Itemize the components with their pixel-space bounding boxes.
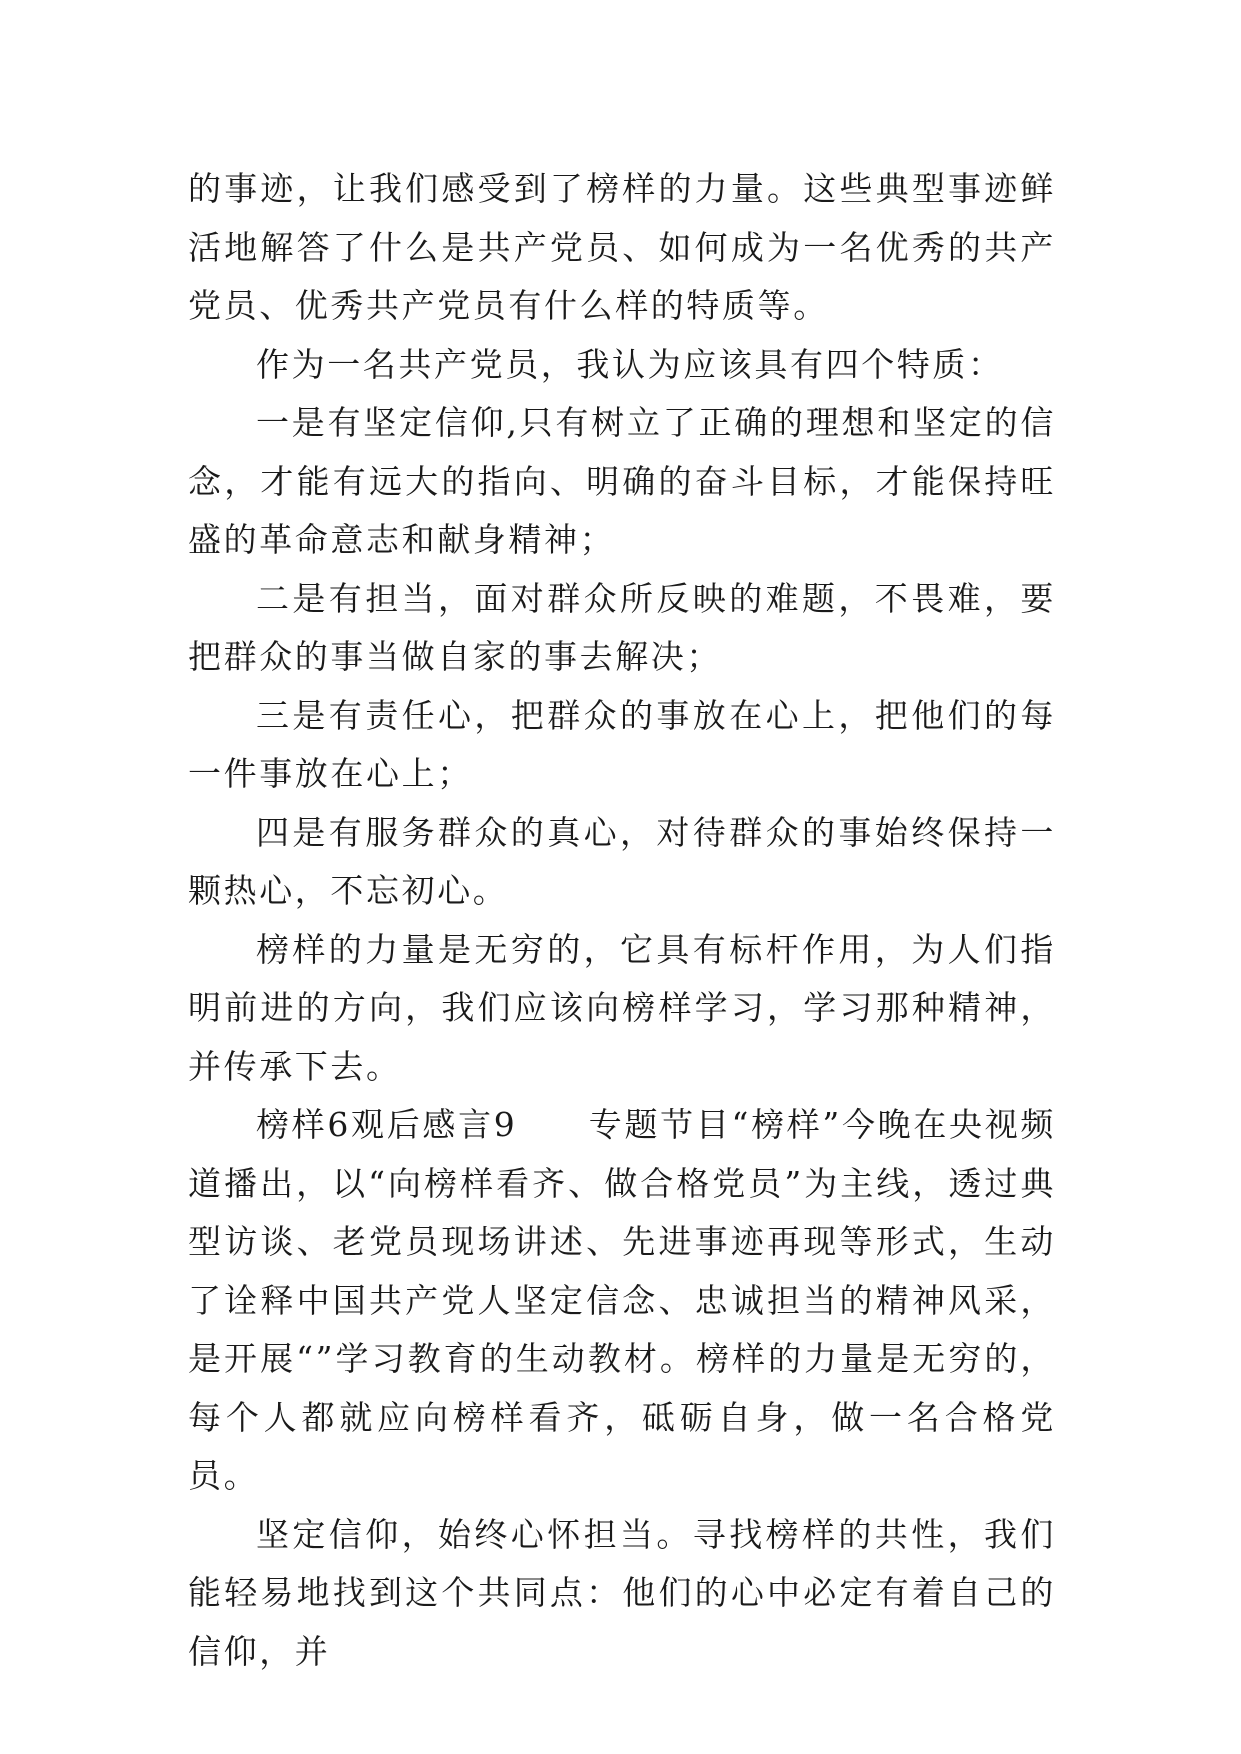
paragraph: 坚定信仰，始终心怀担当。寻找榜样的共性，我们能轻易地找到这个共同点：他们的心中必定有着自己的信仰，并 <box>188 1514 1056 1671</box>
paragraph: 一是有坚定信仰,只有树立了正确的理想和坚定的信念，才能有远大的指向、明确的奋斗目标，才能保持旺盛的革命意志和献身精神； <box>188 403 1056 559</box>
paragraph: 二是有担当，面对群众所反映的难题，不畏难，要把群众的事当做自家的事去解决； <box>188 578 1056 676</box>
paragraph: 榜样的力量是无穷的，它具有标杆作用，为人们指明前进的方向，我们应该向榜样学习，学习那种精神，并传承下去。 <box>188 929 1056 1086</box>
paragraph: 三是有责任心，把群众的事放在心上，把他们的每一件事放在心上； <box>188 695 1056 793</box>
paragraph: 四是有服务群众的真心，对待群众的事始终保持一颗热心，不忘初心。 <box>188 812 1056 910</box>
paragraph: 的事迹，让我们感受到了榜样的力量。这些典型事迹鲜活地解答了什么是共产党员、如何成为一名优秀的共产党员、优秀共产党员有什么样的特质等。 <box>188 169 1056 325</box>
paragraph: 榜样6观后感言9 专题节目“榜样”今晚在央视频道播出，以“向榜样看齐、做合格党员”为主线，透过典型访谈、老党员现场讲述、先进事迹再现等形式，生动了诠释中国共产党人坚定信念、忠诚担当的精神风采，是开展“”学习教育的生动教材。榜样的力量是无穷的，每个人都就应向榜样看齐，砥砺自身，做一名合格党员。 <box>188 1105 1056 1495</box>
document-body <box>188 160 1056 1681</box>
paragraph: 作为一名共产党员，我认为应该具有四个特质： <box>256 344 1004 384</box>
